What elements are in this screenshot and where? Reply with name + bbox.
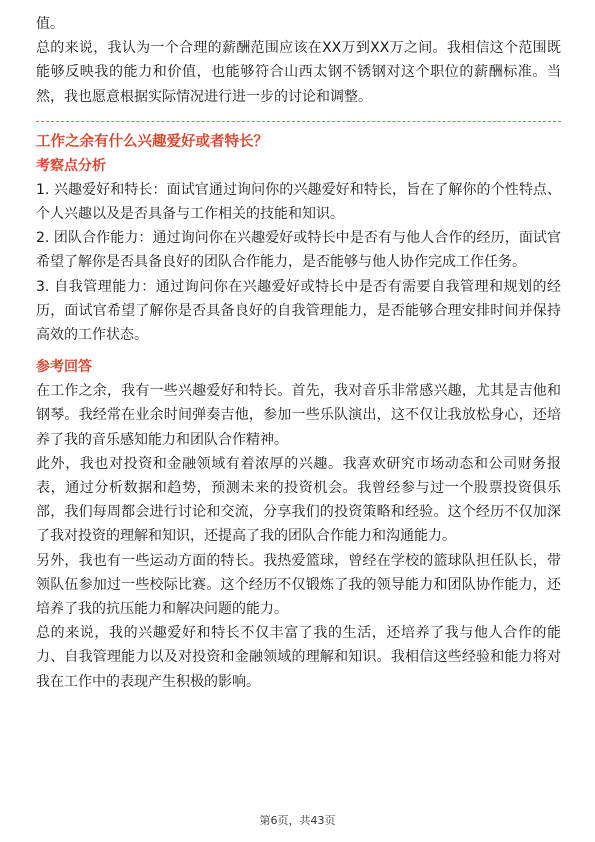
analysis-heading: 考察点分析: [36, 157, 106, 174]
section-divider: [36, 121, 561, 122]
intro-paragraph-2: 总的来说，我认为一个合理的薪酬范围应该在XX万到XX万之间。我相信这个范围既能够反映我的能力和价值，也能够符合山西太钢不锈钢对这个职位的薪酬标准。当然，我也愿意根据实际情况进行进一步的讨论和调整。: [36, 40, 561, 105]
answer-heading: 参考回答: [36, 359, 92, 376]
answer-paragraph-2: 此外，我也对投资和金融领域有着浓厚的兴趣。我喜欢研究市场动态和公司财务报表，通过分析数据和趋势，预测未来的投资机会。我曾经参与过一个股票投资俱乐部，我们每周都会进行讨论和交流，分享我们的投资策略和经验。这个经历不仅加深了我对投资的理解和知识，还提高了我的团队合作能力和沟通能力。: [36, 455, 561, 545]
intro-paragraph-1: 值。: [36, 16, 64, 32]
page-number-footer: 第6页，共43页: [259, 814, 336, 827]
answer-paragraph-3: 另外，我也有一些运动方面的特长。我热爱篮球，曾经在学校的篮球队担任队长，带领队伍参加过一些校际比赛。这个经历不仅锻炼了我的领导能力和团队协作能力，还培养了我的抗压能力和解决问题的能力。: [36, 552, 561, 618]
page-content: [36, 12, 561, 694]
answer-paragraph-1: 在工作之余，我有一些兴趣爱好和特长。首先，我对音乐非常感兴趣，尤其是吉他和钢琴。我经常在业余时间弹奏吉他，参加一些乐队演出，这不仅让我放松身心，还培养了我的音乐感知能力和团队合作精神。: [36, 383, 561, 448]
question-title: 工作之余有什么兴趣爱好或者特长？: [36, 133, 268, 150]
analysis-item-2: 2. 团队合作能力：通过询问你在兴趣爱好或特长中是否有与他人合作的经历，面试官希望了解你是否具备良好的团队合作能力，是否能够与他人协作完成工作任务。: [36, 230, 561, 271]
analysis-item-3: 3. 自我管理能力：通过询问你在兴趣爱好或特长中是否有需要自我管理和规划的经历，面试官希望了解你是否具备良好的自我管理能力，是否能够合理安排时间并保持高效的工作状态。: [36, 278, 561, 344]
answer-paragraph-4: 总的来说，我的兴趣爱好和特长不仅丰富了我的生活，还培养了我与他人合作的能力、自我管理能力以及对投资和金融领域的理解和知识。我相信这些经验和能力将对我在工作中的表现产生积极的影响。: [36, 625, 561, 690]
section-gap: [36, 347, 561, 355]
analysis-item-1: 1. 兴趣爱好和特长：面试官通过询问你的兴趣爱好和特长，旨在了解你的个性特点、个人兴趣以及是否具备与工作相关的技能和知识。: [36, 181, 561, 223]
